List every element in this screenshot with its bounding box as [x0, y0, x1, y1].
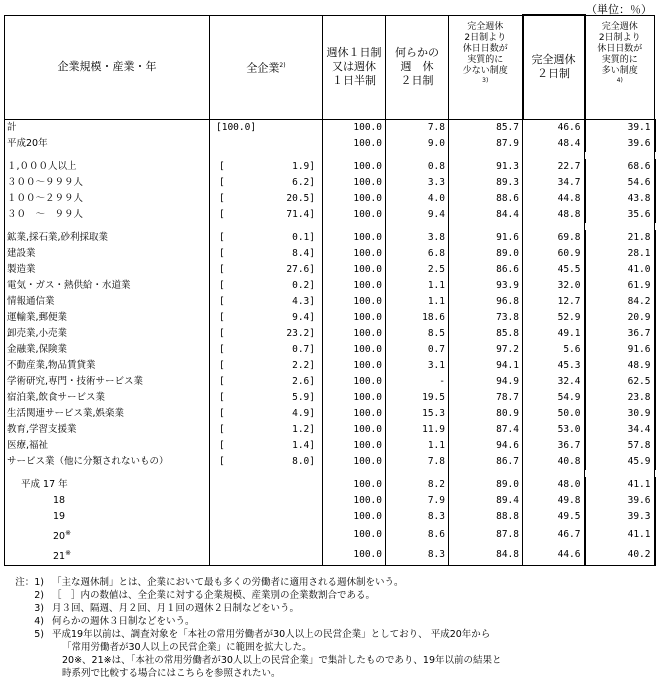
value-cell-all: 100.0: [323, 262, 386, 278]
value-cell-w1: 1.1: [386, 294, 449, 310]
footnote-line: 「常用労働者が30人以上の民営企業」に範囲を拡大した。: [62, 642, 312, 653]
table-row: [5, 223, 655, 230]
table-row: [5, 175, 655, 191]
value-cell-complete: 39.6: [585, 493, 655, 509]
value-cell-complete: 35.6: [585, 207, 655, 223]
header-all: 全企業$^{2)}$: [210, 15, 323, 119]
value-cell-fewer: 49.1: [523, 326, 585, 342]
row-label: 20※: [5, 525, 210, 545]
value-cell-some: 80.9: [449, 406, 523, 422]
value-cell-w1: 7.8: [386, 119, 449, 136]
value-cell-all: 100.0: [323, 136, 386, 152]
value-cell-fewer: 46.6: [523, 119, 585, 136]
value-cell-all: 100.0: [323, 310, 386, 326]
share-cell: [210, 509, 323, 525]
row-label: 製造業: [5, 262, 210, 278]
value-cell-fewer: 12.7: [523, 294, 585, 310]
value-cell-w1: 2.5: [386, 262, 449, 278]
row-label: 生活関連サービス業,娯楽業: [5, 406, 210, 422]
value-cell-fewer: 48.4: [523, 136, 585, 152]
value-cell-w1: 8.3: [386, 509, 449, 525]
share-cell: [ 5.9]: [210, 390, 323, 406]
value-cell-fewer: 44.8: [523, 191, 585, 207]
value-cell-fewer: 32.0: [523, 278, 585, 294]
value-cell-all: 100.0: [323, 493, 386, 509]
value-cell-complete: 30.9: [585, 406, 655, 422]
value-cell-w1: 7.9: [386, 493, 449, 509]
value-cell-some: 88.6: [449, 191, 523, 207]
row-label: ３０ ～ ９９人: [5, 207, 210, 223]
value-cell-all: 100.0: [323, 509, 386, 525]
value-cell-fewer: 49.5: [523, 509, 585, 525]
header-line: ２日制: [400, 74, 434, 87]
value-cell-all: 100.0: [323, 326, 386, 342]
row-label: 情報通信業: [5, 294, 210, 310]
value-cell-all: 100.0: [323, 278, 386, 294]
table-row: [5, 470, 655, 477]
value-cell-fewer: 32.4: [523, 374, 585, 390]
value-cell-w1: 19.5: [386, 390, 449, 406]
value-cell-w1: 3.3: [386, 175, 449, 191]
table-row: [5, 454, 655, 470]
header-fewer: [449, 15, 523, 119]
header-line: 完全週休: [467, 21, 504, 32]
holiday-system-table: [4, 14, 655, 566]
value-cell-all: 100.0: [323, 374, 386, 390]
value-cell-w1: 8.2: [386, 477, 449, 493]
value-cell-w1: 15.3: [386, 406, 449, 422]
header-line: 完全週休: [531, 53, 576, 67]
header-line: 少ない制度: [462, 65, 508, 76]
row-label: 医療,福祉: [5, 438, 210, 454]
row-label: 卸売業,小売業: [5, 326, 210, 342]
table-row: [5, 406, 655, 422]
value-cell-some: 97.2: [449, 342, 523, 358]
header-line: 実質的に: [467, 54, 504, 65]
value-cell-complete: 57.8: [585, 438, 655, 454]
share-cell: [ 4.9]: [210, 406, 323, 422]
value-cell-some: 78.7: [449, 390, 523, 406]
footnote-line: 4) 何らかの週休３日制などをいう。: [34, 616, 195, 627]
value-cell-w1: 7.8: [386, 454, 449, 470]
table-row: [5, 438, 655, 454]
value-cell-w1: 9.0: [386, 136, 449, 152]
value-cell-fewer: 36.7: [523, 438, 585, 454]
table-row: [5, 374, 655, 390]
value-cell-fewer: 49.8: [523, 493, 585, 509]
value-cell-some: 86.6: [449, 262, 523, 278]
value-cell-w1: 4.0: [386, 191, 449, 207]
share-cell: [ 2.6]: [210, 374, 323, 390]
value-cell-all: 100.0: [323, 358, 386, 374]
value-cell-w1: 8.3: [386, 545, 449, 566]
row-label: 21※: [5, 545, 210, 566]
table-row: [5, 326, 655, 342]
share-cell: [ 23.2]: [210, 326, 323, 342]
footnote-line: 注：1) 「主な週休制」とは、企業において最も多くの労働者に適用される週休制をいう。: [15, 577, 404, 588]
value-cell-complete: 40.2: [585, 545, 655, 566]
row-label: 電気・ガス・熱供給・水道業: [5, 278, 210, 294]
value-cell-all: 100.0: [323, 545, 386, 566]
header-line: 完全週休: [601, 21, 638, 32]
share-cell: [ 0.7]: [210, 342, 323, 358]
value-cell-fewer: 53.0: [523, 422, 585, 438]
value-cell-some: 91.3: [449, 159, 523, 175]
share-cell: [ 71.4]: [210, 207, 323, 223]
share-cell: [ 8.4]: [210, 246, 323, 262]
share-cell: [ 0.2]: [210, 278, 323, 294]
value-cell-some: 94.6: [449, 438, 523, 454]
header-line: 休日日数が: [597, 43, 643, 54]
value-cell-complete: 39.3: [585, 509, 655, 525]
value-cell-complete: 41.1: [585, 477, 655, 493]
table-row: [5, 358, 655, 374]
header-more: [585, 15, 655, 119]
header-weekly1: [323, 15, 386, 119]
value-cell-all: 100.0: [323, 390, 386, 406]
share-cell: [210, 477, 323, 493]
value-cell-w1: 18.6: [386, 310, 449, 326]
value-cell-complete: 36.7: [585, 326, 655, 342]
row-label: 不動産業,物品賃貸業: [5, 358, 210, 374]
share-cell: [ 1.9]: [210, 159, 323, 175]
value-cell-all: 100.0: [323, 230, 386, 246]
value-cell-complete: 39.6: [585, 136, 655, 152]
value-cell-w1: -: [386, 374, 449, 390]
row-label: 計: [5, 119, 210, 136]
table-row: [5, 230, 655, 246]
table-row: [5, 159, 655, 175]
table-row: [5, 422, 655, 438]
value-cell-fewer: 52.9: [523, 310, 585, 326]
value-cell-fewer: 69.8: [523, 230, 585, 246]
row-label: 宿泊業,飲食サービス業: [5, 390, 210, 406]
value-cell-all: 100.0: [323, 159, 386, 175]
row-label: 建設業: [5, 246, 210, 262]
value-cell-all: 100.0: [323, 342, 386, 358]
value-cell-fewer: 40.8: [523, 454, 585, 470]
footnote-line: 3) 月３回、隔週、月２回、月１回の週休２日制などをいう。: [34, 603, 300, 614]
table-row: [5, 246, 655, 262]
share-cell: [ 9.4]: [210, 310, 323, 326]
header-line: 実質的に: [601, 54, 638, 65]
value-cell-all: 100.0: [323, 477, 386, 493]
header-line: ２日制: [537, 67, 570, 81]
value-cell-all: 100.0: [323, 119, 386, 136]
value-cell-complete: 34.4: [585, 422, 655, 438]
value-cell-fewer: 45.3: [523, 358, 585, 374]
footnote-line: 2) ［ ］内の数値は、全企業に対する企業規模、産業別の企業数割合である。: [34, 590, 376, 601]
value-cell-fewer: 44.6: [523, 545, 585, 566]
value-cell-some: 93.9: [449, 278, 523, 294]
table-row: [5, 545, 655, 566]
share-cell: [ 2.2]: [210, 358, 323, 374]
value-cell-w1: 3.8: [386, 230, 449, 246]
value-cell-all: 100.0: [323, 525, 386, 545]
value-cell-fewer: 5.6: [523, 342, 585, 358]
value-cell-all: 100.0: [323, 294, 386, 310]
value-cell-fewer: 22.7: [523, 159, 585, 175]
share-cell: [ 8.0]: [210, 454, 323, 470]
value-cell-some: 89.4: [449, 493, 523, 509]
table-row: [5, 136, 655, 152]
value-cell-all: 100.0: [323, 207, 386, 223]
value-cell-w1: 9.4: [386, 207, 449, 223]
table-row: [5, 262, 655, 278]
value-cell-some: 87.9: [449, 136, 523, 152]
table-row: [5, 525, 655, 545]
value-cell-all: 100.0: [323, 175, 386, 191]
value-cell-complete: 43.8: [585, 191, 655, 207]
value-cell-fewer: 50.0: [523, 406, 585, 422]
header-line: 多い制度: [601, 65, 638, 76]
value-cell-w1: 3.1: [386, 358, 449, 374]
header-complete: [523, 15, 585, 119]
value-cell-some: 85.7: [449, 119, 523, 136]
header-line: 2日制より: [598, 32, 641, 43]
value-cell-some: 94.1: [449, 358, 523, 374]
footnote-line: 時系列で比較する場合にはこちらを参照されたい。: [62, 668, 281, 679]
footnotes: [4, 576, 502, 680]
table-row: [5, 191, 655, 207]
row-label: サービス業（他に分類されないもの）: [5, 454, 210, 470]
row-label: 教育,学習支援業: [5, 422, 210, 438]
value-cell-complete: 48.9: [585, 358, 655, 374]
value-cell-all: 100.0: [323, 438, 386, 454]
row-label: 運輸業,郵便業: [5, 310, 210, 326]
value-cell-complete: 23.8: [585, 390, 655, 406]
share-cell: [ 4.3]: [210, 294, 323, 310]
header-line: 休日日数が: [462, 43, 508, 54]
row-label: 鉱業,採石業,砂利採取業: [5, 230, 210, 246]
value-cell-fewer: 34.7: [523, 175, 585, 191]
share-cell: [ 0.1]: [210, 230, 323, 246]
share-cell: [ 1.4]: [210, 438, 323, 454]
table-body: [5, 119, 655, 565]
value-cell-complete: 61.9: [585, 278, 655, 294]
value-cell-some: 84.4: [449, 207, 523, 223]
value-cell-fewer: 46.7: [523, 525, 585, 545]
value-cell-all: 100.0: [323, 191, 386, 207]
value-cell-fewer: 45.5: [523, 262, 585, 278]
share-cell: [ 27.6]: [210, 262, 323, 278]
footnote-line: 5) 平成19年以前は、調査対象を「本社の常用労働者が30人以上の民営企業」としており、 平成20年から: [34, 629, 491, 640]
value-cell-some: 96.8: [449, 294, 523, 310]
value-cell-complete: 62.5: [585, 374, 655, 390]
value-cell-complete: 39.1: [585, 119, 655, 136]
value-cell-w1: 1.1: [386, 438, 449, 454]
value-cell-all: 100.0: [323, 454, 386, 470]
row-label: 学術研究,専門・技術サービス業: [5, 374, 210, 390]
value-cell-fewer: 48.8: [523, 207, 585, 223]
value-cell-fewer: 48.0: [523, 477, 585, 493]
unit-label: （単位：％）: [586, 3, 652, 16]
share-cell: [210, 545, 323, 566]
header-note: 4): [616, 76, 623, 84]
value-cell-w1: 8.6: [386, 525, 449, 545]
value-cell-complete: 41.0: [585, 262, 655, 278]
header-line: １日半制: [332, 74, 376, 87]
value-cell-complete: 41.1: [585, 525, 655, 545]
footnote-line: 20※、21※は、「本社の常用労働者が30人以上の民営企業」で集計したものであり、19年以前の結果と: [62, 655, 502, 666]
share-cell: [ 20.5]: [210, 191, 323, 207]
table-row: [5, 342, 655, 358]
value-cell-w1: 0.7: [386, 342, 449, 358]
value-cell-complete: 21.8: [585, 230, 655, 246]
table-row: [5, 310, 655, 326]
value-cell-some: 73.8: [449, 310, 523, 326]
value-cell-complete: 68.6: [585, 159, 655, 175]
value-cell-fewer: 54.9: [523, 390, 585, 406]
row-label: 金融業,保険業: [5, 342, 210, 358]
value-cell-some: 89.0: [449, 246, 523, 262]
header-some2: [386, 15, 449, 119]
value-cell-complete: 54.6: [585, 175, 655, 191]
value-cell-complete: 84.2: [585, 294, 655, 310]
table-row: [5, 477, 655, 493]
row-label: 平成 17 年: [5, 477, 210, 493]
value-cell-some: 84.8: [449, 545, 523, 566]
value-cell-some: 89.0: [449, 477, 523, 493]
table-row: [5, 278, 655, 294]
share-cell: [210, 525, 323, 545]
header-line: 週 休: [400, 60, 434, 73]
value-cell-complete: 91.6: [585, 342, 655, 358]
value-cell-all: 100.0: [323, 422, 386, 438]
table-row: [5, 493, 655, 509]
header-category: 企業規模・産業・年: [5, 15, 210, 119]
share-cell: [210, 136, 323, 152]
header-line: 2日制より: [464, 32, 507, 43]
header-line: 又は週休: [332, 60, 376, 73]
table-row: [5, 207, 655, 223]
value-cell-w1: 1.1: [386, 278, 449, 294]
value-cell-all: 100.0: [323, 406, 386, 422]
value-cell-some: 89.3: [449, 175, 523, 191]
table-row: [5, 119, 655, 136]
row-label: １,０００人以上: [5, 159, 210, 175]
row-label: 18: [5, 493, 210, 509]
table-row: [5, 390, 655, 406]
table-row: [5, 152, 655, 159]
value-cell-complete: 28.1: [585, 246, 655, 262]
header-line: 週休１日制: [326, 46, 382, 59]
share-cell: [ 6.2]: [210, 175, 323, 191]
value-cell-some: 87.8: [449, 525, 523, 545]
value-cell-w1: 8.5: [386, 326, 449, 342]
value-cell-w1: 11.9: [386, 422, 449, 438]
header-note: 3): [482, 76, 489, 84]
header-line: 何らかの: [395, 46, 439, 59]
value-cell-fewer: 60.9: [523, 246, 585, 262]
table-row: [5, 509, 655, 525]
value-cell-w1: 0.8: [386, 159, 449, 175]
row-label: ３００～９９９人: [5, 175, 210, 191]
value-cell-all: 100.0: [323, 246, 386, 262]
row-label: １００～２９９人: [5, 191, 210, 207]
value-cell-some: 94.9: [449, 374, 523, 390]
value-cell-some: 87.4: [449, 422, 523, 438]
value-cell-some: 91.6: [449, 230, 523, 246]
share-cell: [100.0]: [210, 119, 323, 136]
row-label: 平成20年: [5, 136, 210, 152]
table-row: [5, 294, 655, 310]
value-cell-some: 86.7: [449, 454, 523, 470]
share-cell: [210, 493, 323, 509]
row-label: 19: [5, 509, 210, 525]
share-cell: [ 1.2]: [210, 422, 323, 438]
value-cell-w1: 6.8: [386, 246, 449, 262]
value-cell-some: 85.8: [449, 326, 523, 342]
value-cell-some: 88.8: [449, 509, 523, 525]
value-cell-complete: 20.9: [585, 310, 655, 326]
value-cell-complete: 45.9: [585, 454, 655, 470]
